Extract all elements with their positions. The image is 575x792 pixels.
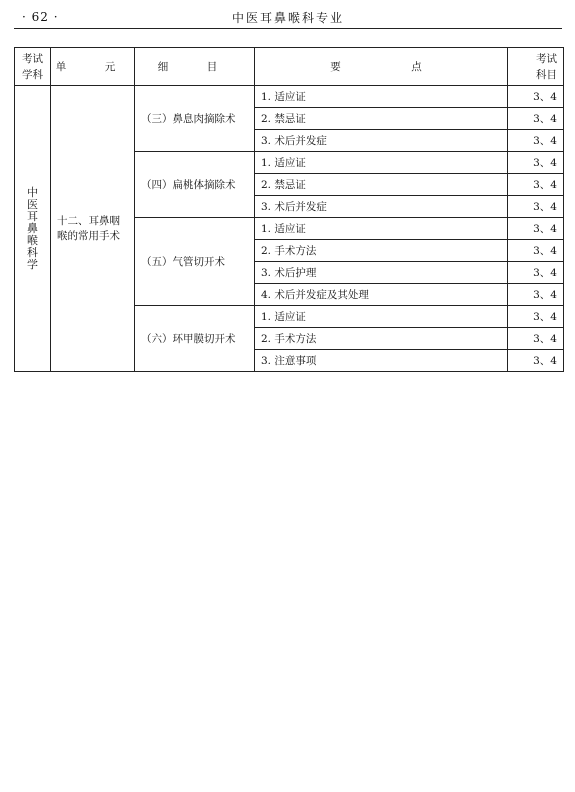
level-cell: 3、4 bbox=[508, 350, 564, 372]
table-header-row bbox=[15, 48, 564, 86]
page-header bbox=[14, 8, 562, 29]
level-cell: 3、4 bbox=[508, 262, 564, 284]
point-cell: 3. 注意事项 bbox=[255, 350, 508, 372]
point-cell: 2. 手术方法 bbox=[255, 240, 508, 262]
level-cell: 3、4 bbox=[508, 240, 564, 262]
unit-cell: 十二、耳鼻咽喉的常用手术 bbox=[51, 86, 135, 372]
point-cell: 2. 禁忌证 bbox=[255, 108, 508, 130]
header-level: 考试 科目 bbox=[508, 48, 564, 86]
level-cell: 3、4 bbox=[508, 328, 564, 350]
header-subject: 考试 学科 bbox=[15, 48, 51, 86]
point-cell: 3. 术后并发症 bbox=[255, 196, 508, 218]
subject-cell bbox=[15, 86, 51, 372]
header-detail: 细 目 bbox=[135, 48, 255, 86]
point-cell: 3. 术后护理 bbox=[255, 262, 508, 284]
syllabus-table bbox=[14, 47, 564, 372]
point-cell: 3. 术后并发症 bbox=[255, 130, 508, 152]
header-points: 要 点 bbox=[255, 48, 508, 86]
point-cell: 1. 适应证 bbox=[255, 152, 508, 174]
level-cell: 3、4 bbox=[508, 108, 564, 130]
level-cell: 3、4 bbox=[508, 284, 564, 306]
level-cell: 3、4 bbox=[508, 86, 564, 108]
detail-cell: （三）鼻息肉摘除术 bbox=[135, 86, 255, 152]
running-title: 中医耳鼻喉科专业 bbox=[231, 11, 344, 25]
point-cell: 4. 术后并发症及其处理 bbox=[255, 284, 508, 306]
table-row bbox=[15, 86, 564, 108]
subject-text: 中医耳鼻喉科学 bbox=[27, 185, 38, 271]
header-unit: 单 元 bbox=[51, 48, 135, 86]
point-cell: 1. 适应证 bbox=[255, 86, 508, 108]
detail-cell: （六）环甲膜切开术 bbox=[135, 306, 255, 372]
point-cell: 1. 适应证 bbox=[255, 218, 508, 240]
level-cell: 3、4 bbox=[508, 218, 564, 240]
detail-cell: （四）扁桃体摘除术 bbox=[135, 152, 255, 218]
page-number: · 62 · bbox=[22, 10, 59, 24]
level-cell: 3、4 bbox=[508, 174, 564, 196]
level-cell: 3、4 bbox=[508, 196, 564, 218]
level-cell: 3、4 bbox=[508, 152, 564, 174]
level-cell: 3、4 bbox=[508, 130, 564, 152]
point-cell: 1. 适应证 bbox=[255, 306, 508, 328]
point-cell: 2. 禁忌证 bbox=[255, 174, 508, 196]
detail-cell: （五）气管切开术 bbox=[135, 218, 255, 306]
level-cell: 3、4 bbox=[508, 306, 564, 328]
point-cell: 2. 手术方法 bbox=[255, 328, 508, 350]
